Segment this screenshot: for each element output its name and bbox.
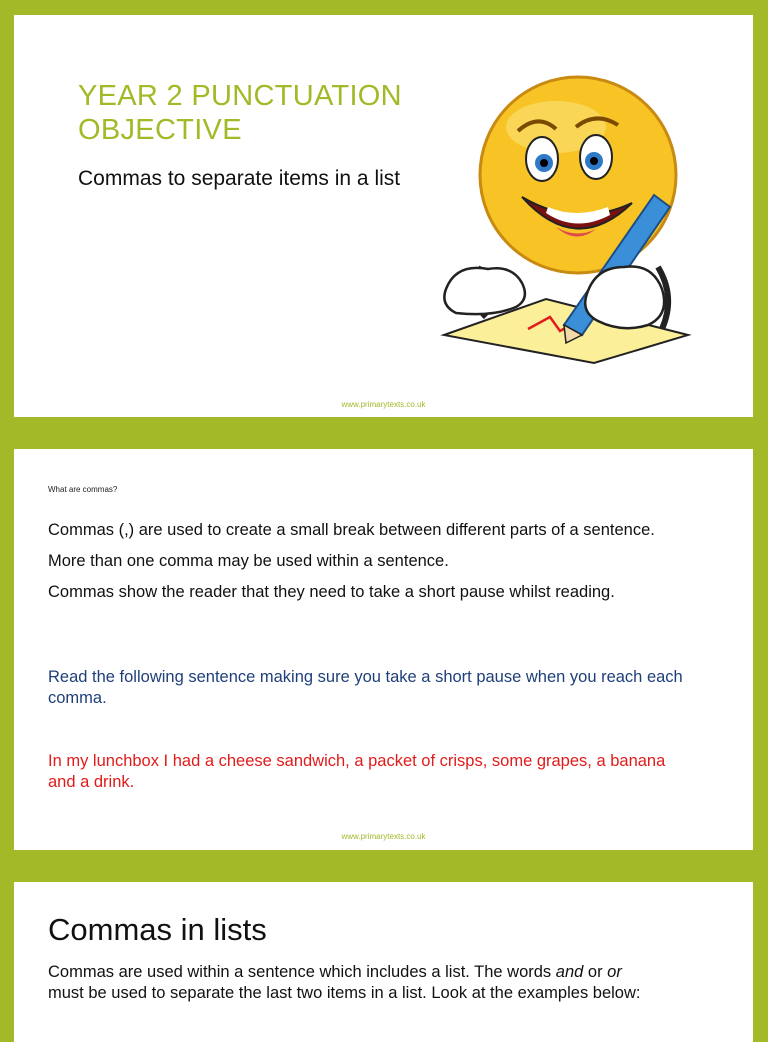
example-sentence: In my lunchbox I had a cheese sandwich, a packet of crisps, some grapes, a banana and a drink. [48,752,666,791]
slide-footer: www.primarytexts.co.uk [341,400,426,409]
slide-subtitle: Commas to separate items in a list [78,167,401,190]
slide-body [48,520,698,613]
body-text: Commas are used within a sentence which includes a list. The words [48,963,556,981]
slide-title-line-2: OBJECTIVE [78,114,242,146]
emphasis-and: and [555,963,584,981]
paragraph: Commas (,) are used to create a small break between different parts of a sentence. [48,521,655,539]
body-text: must be used to separate the last two items in a list. Look at the examples below: [48,984,641,1002]
instruction-text: Read the following sentence making sure you take a short pause when you reach each comma. [48,668,683,707]
slide-title-line-1: YEAR 2 PUNCTUATION [78,80,402,112]
slide-3 [14,882,753,1042]
smiley-writing-icon [426,67,706,367]
slide-heading: Commas in lists [48,912,267,947]
slide-footer: www.primarytexts.co.uk [341,832,426,841]
body-text: or [583,963,608,981]
slide-title [78,79,438,147]
paragraph: More than one comma may be used within a sentence. [48,552,449,570]
slide-2 [14,449,753,850]
slide-1 [14,15,753,417]
slide-body-text [48,962,658,1004]
paragraph: Commas show the reader that they need to take a short pause whilst reading. [48,583,615,601]
emphasis-or: or [607,963,622,981]
slide-label: What are commas? [48,485,118,494]
